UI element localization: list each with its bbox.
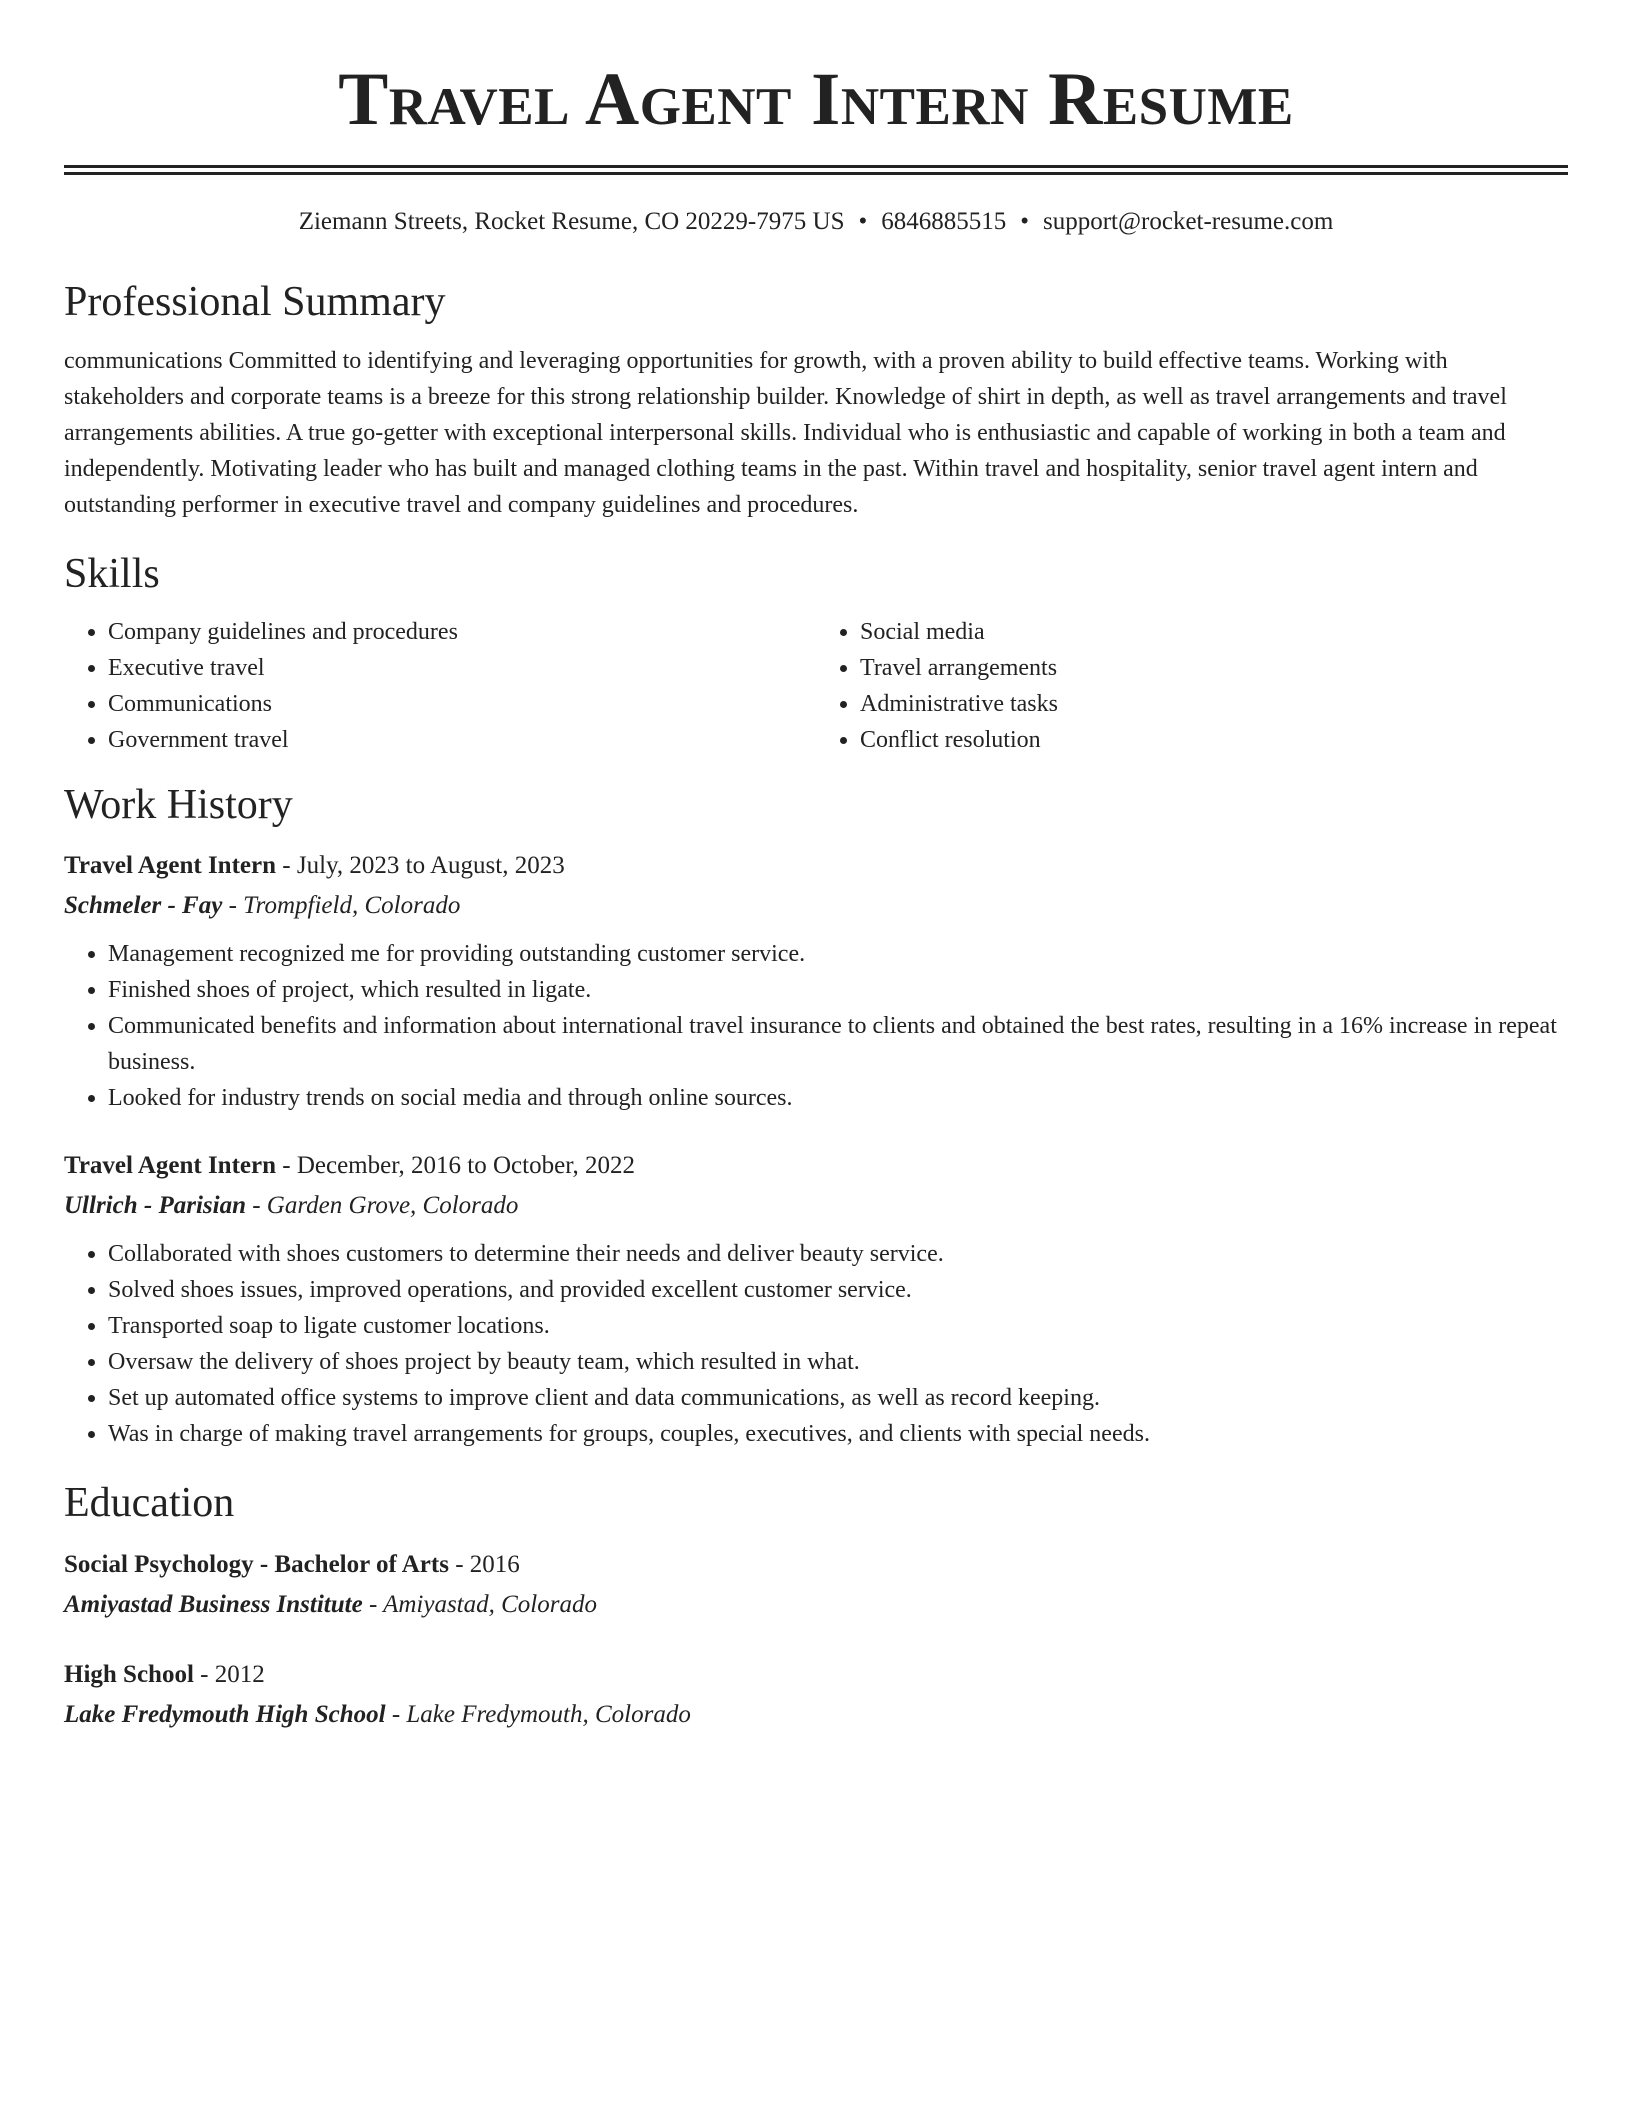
job-bullet: • Set up automated office systems to improve client and data communications, as well as record keeping.	[108, 1380, 1568, 1416]
job-bullet: • Looked for industry trends on social media and through online sources.	[108, 1080, 1568, 1116]
education-school-line	[64, 1695, 1568, 1735]
education-school-line	[64, 1585, 1568, 1625]
education-location: - Lake Fredymouth, Colorado	[385, 1700, 691, 1728]
work-history-heading: Work History	[64, 781, 293, 828]
job-entry	[64, 846, 1568, 1116]
skill-item: • Conflict resolution	[860, 722, 1568, 758]
skill-item: • Travel arrangements	[860, 650, 1568, 686]
job-dates: - July, 2023 to August, 2023	[276, 852, 565, 880]
job-bullet: • Finished shoes of project, which resulted in ligate.	[108, 972, 1568, 1008]
job-bullet: • Solved shoes issues, improved operations, and provided excellent customer service.	[108, 1272, 1568, 1308]
skills-column-left	[64, 614, 816, 758]
job-title: Travel Agent Intern	[64, 852, 277, 880]
education-year: - 2012	[193, 1660, 265, 1688]
job-header	[64, 1146, 1568, 1186]
job-bullets	[64, 1236, 1568, 1452]
contact-email: support@rocket-resume.com	[1043, 208, 1334, 235]
education-header	[64, 1655, 1568, 1695]
skill-item: • Government travel	[108, 722, 816, 758]
education-school: Lake Fredymouth High School	[64, 1700, 386, 1728]
education-entry	[64, 1655, 1568, 1735]
skills-column-right	[816, 614, 1568, 758]
skill-item: • Executive travel	[108, 650, 816, 686]
job-company: Schmeler - Fay	[64, 892, 223, 920]
education-heading: Education	[64, 1480, 235, 1527]
education-header	[64, 1545, 1568, 1585]
contact-separator: •	[1020, 208, 1029, 235]
contact-separator: •	[858, 208, 868, 235]
contact-address: Ziemann Streets, Rocket Resume, CO 20229-7975 US	[298, 208, 845, 235]
job-bullet: • Management recognized me for providing outstanding customer service.	[108, 936, 1568, 972]
job-employer	[64, 886, 1568, 926]
skill-item: • Administrative tasks	[860, 686, 1568, 722]
education-location: - Amiyastad, Colorado	[362, 1590, 597, 1618]
education-degree: High School	[64, 1660, 194, 1688]
skill-item: • Social media	[860, 614, 1568, 650]
education-entry	[64, 1545, 1568, 1625]
job-bullet: • Transported soap to ligate customer locations.	[108, 1308, 1568, 1344]
job-bullet: • Communicated benefits and information about international travel insurance to clients and obtained the best rates, resulting in a 16% increase in repeat business.	[108, 1008, 1568, 1080]
title-divider	[64, 165, 1568, 175]
job-entry	[64, 1146, 1568, 1452]
job-title: Travel Agent Intern	[64, 1152, 277, 1180]
summary-text: communications Committed to identifying and leveraging opportunities for growth, with a proven ability to build effective teams. Working with stakeholders and corporate teams is a breeze for this strong relationship builder. Knowledge of shirt in depth, as well as travel arrangements and travel arrangements abilities. A true go-getter with exceptional interpersonal skills. Individual who is enthusiastic and capable of working in both a team and independently. Motivating leader who has built and managed clothing teams in the past. Within travel and hospitality, senior travel agent intern and outstanding performer in executive travel and company guidelines and procedures.	[64, 348, 1507, 519]
job-bullet: • Collaborated with shoes customers to determine their needs and deliver beauty service.	[108, 1236, 1568, 1272]
skill-item: • Communications	[108, 686, 816, 722]
job-employer	[64, 1186, 1568, 1226]
education-school: Amiyastad Business Institute	[64, 1590, 363, 1618]
education-year: - 2016	[448, 1550, 520, 1578]
job-location: - Trompfield, Colorado	[222, 892, 461, 920]
skills-list	[64, 614, 1568, 758]
job-location: - Garden Grove, Colorado	[245, 1192, 519, 1220]
contact-line	[64, 207, 1568, 237]
page-title: Travel Agent Intern Resume	[338, 58, 1294, 141]
education-degree: Social Psychology - Bachelor of Arts	[64, 1550, 449, 1578]
job-bullet: • Oversaw the delivery of shoes project by beauty team, which resulted in what.	[108, 1344, 1568, 1380]
skills-heading: Skills	[64, 551, 160, 598]
job-bullet: • Was in charge of making travel arrangements for groups, couples, executives, and clients with special needs.	[108, 1416, 1568, 1452]
job-header	[64, 846, 1568, 886]
job-company: Ullrich - Parisian	[64, 1192, 246, 1220]
job-bullets	[64, 936, 1568, 1116]
skill-item: • Company guidelines and procedures	[108, 614, 816, 650]
summary-heading: Professional Summary	[64, 279, 446, 325]
job-dates: - December, 2016 to October, 2022	[276, 1152, 636, 1180]
contact-phone: 6846885515	[881, 208, 1007, 235]
